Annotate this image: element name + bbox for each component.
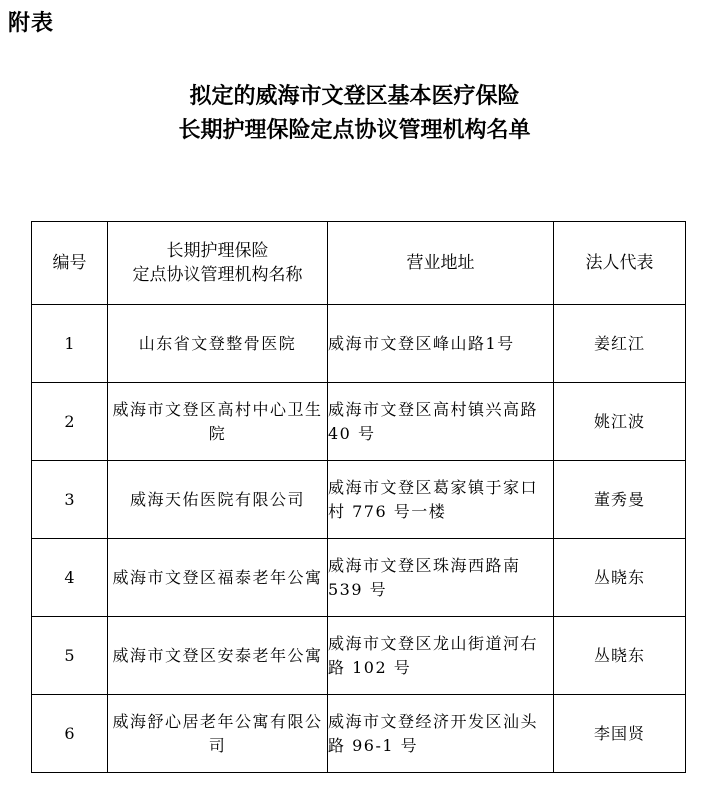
table-row (32, 695, 686, 773)
header-address: 营业地址 (328, 222, 554, 305)
table-row (32, 461, 686, 539)
header-number: 编号 (32, 222, 108, 305)
header-name-line-1: 长期护理保险 (166, 241, 269, 261)
row-number: 5 (32, 617, 108, 695)
business-address: 威海市文登区高村镇兴高路 40 号 (328, 383, 554, 461)
table-header-row (32, 222, 686, 305)
legal-representative: 丛晓东 (554, 617, 686, 695)
institution-name: 威海市文登区安泰老年公寓 (108, 617, 328, 695)
business-address: 威海市文登区龙山街道河右路 102 号 (328, 617, 554, 695)
institution-name: 威海天佑医院有限公司 (108, 461, 328, 539)
header-name-line-2: 定点协议管理机构名称 (132, 265, 303, 285)
header-institution-name (108, 222, 328, 305)
legal-representative: 董秀曼 (554, 461, 686, 539)
row-number: 4 (32, 539, 108, 617)
institution-name: 威海舒心居老年公寓有限公司 (108, 695, 328, 773)
title-line-2: 长期护理保险定点协议管理机构名单 (178, 118, 531, 143)
business-address: 威海市文登区葛家镇于家口村 776 号一楼 (328, 461, 554, 539)
row-number: 2 (32, 383, 108, 461)
legal-representative: 丛晓东 (554, 539, 686, 617)
institution-name: 威海市文登区高村中心卫生院 (108, 383, 328, 461)
legal-representative: 李国贤 (554, 695, 686, 773)
appendix-label: 附表 (8, 11, 55, 36)
row-number: 6 (32, 695, 108, 773)
legal-representative: 姜红江 (554, 305, 686, 383)
title-line-1: 拟定的威海市文登区基本医疗保险 (189, 84, 520, 109)
institution-name: 山东省文登整骨医院 (108, 305, 328, 383)
business-address: 威海市文登区珠海西路南 539 号 (328, 539, 554, 617)
table-row (32, 539, 686, 617)
institution-table (31, 221, 686, 773)
table-row (32, 383, 686, 461)
document-title (0, 80, 709, 148)
header-representative: 法人代表 (554, 222, 686, 305)
table-row (32, 305, 686, 383)
row-number: 3 (32, 461, 108, 539)
table-row (32, 617, 686, 695)
institution-name: 威海市文登区福泰老年公寓 (108, 539, 328, 617)
legal-representative: 姚江波 (554, 383, 686, 461)
business-address: 威海市文登区峰山路1号 (328, 305, 554, 383)
business-address: 威海市文登经济开发区汕头路 96-1 号 (328, 695, 554, 773)
row-number: 1 (32, 305, 108, 383)
